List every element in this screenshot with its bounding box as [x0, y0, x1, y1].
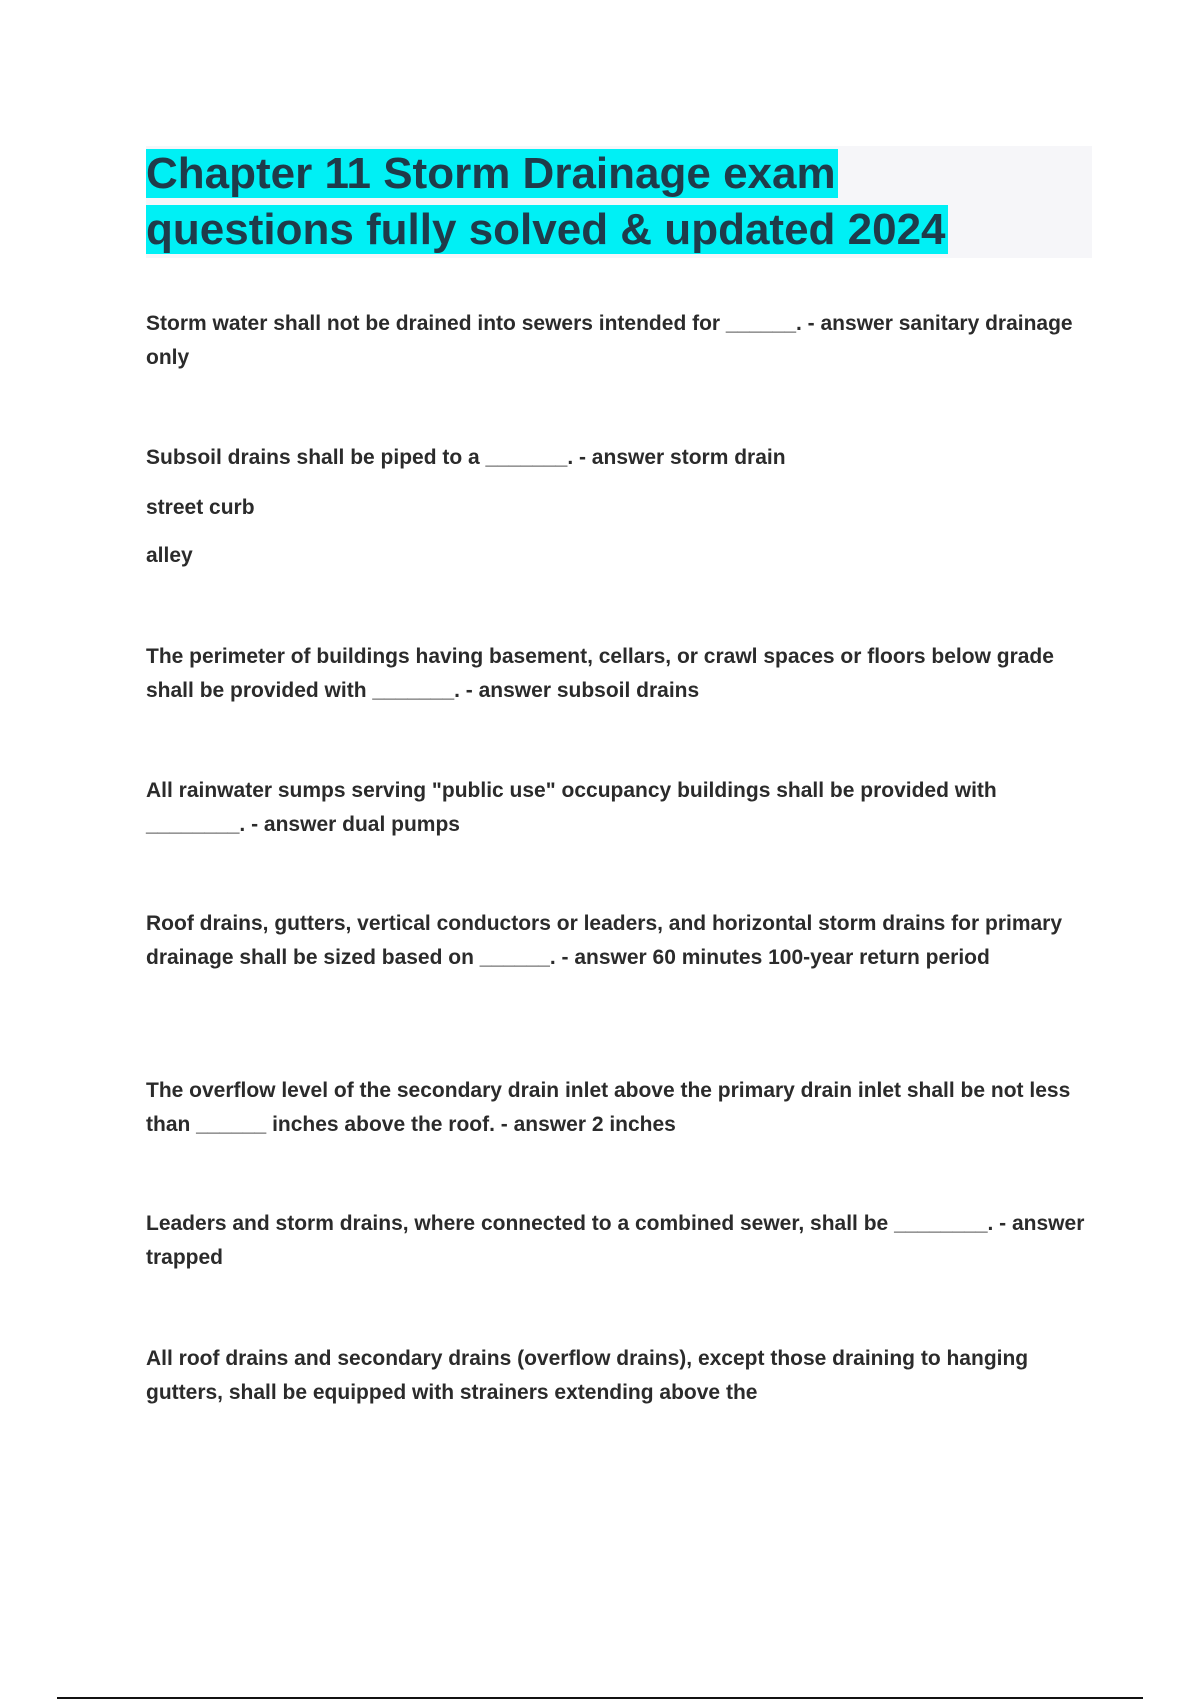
qa-item-2-answer-street-curb: street curb — [146, 496, 255, 519]
qa-item-2-answer-alley: alley — [146, 544, 193, 567]
page-title-line-1: Chapter 11 Storm Drainage exam — [146, 149, 836, 198]
qa-item-6: The overflow level of the secondary drain inlet above the primary drain inlet shall be not less than ______ inches above the roof. - answer 2 inches — [146, 1079, 1071, 1136]
qa-item-2: Subsoil drains shall be piped to a _______. - answer storm drain — [146, 446, 786, 469]
footer-rule — [57, 1697, 1143, 1699]
title-block — [146, 146, 1092, 258]
qa-item-4: All rainwater sumps serving "public use" occupancy buildings shall be provided with ________. - answer dual pumps — [146, 779, 997, 836]
qa-item-7: Leaders and storm drains, where connected to a combined sewer, shall be ________. - answer trapped — [146, 1212, 1085, 1269]
qa-item-5: Roof drains, gutters, vertical conductors or leaders, and horizontal storm drains for primary drainage shall be sized based on ______. - answer 60 minutes 100-year return period — [146, 912, 1063, 969]
page-title — [146, 146, 1092, 258]
qa-item-8: All roof drains and secondary drains (overflow drains), except those draining to hanging gutters, shall be equipped with strainers extending above the — [146, 1347, 1029, 1404]
qa-item-3: The perimeter of buildings having basement, cellars, or crawl spaces or floors below grade shall be provided with _______. - answer subsoil drains — [146, 645, 1054, 702]
page-title-line-2: questions fully solved & updated 2024 — [146, 205, 946, 254]
qa-item-1: Storm water shall not be drained into sewers intended for ______. - answer sanitary drainage only — [146, 312, 1073, 369]
